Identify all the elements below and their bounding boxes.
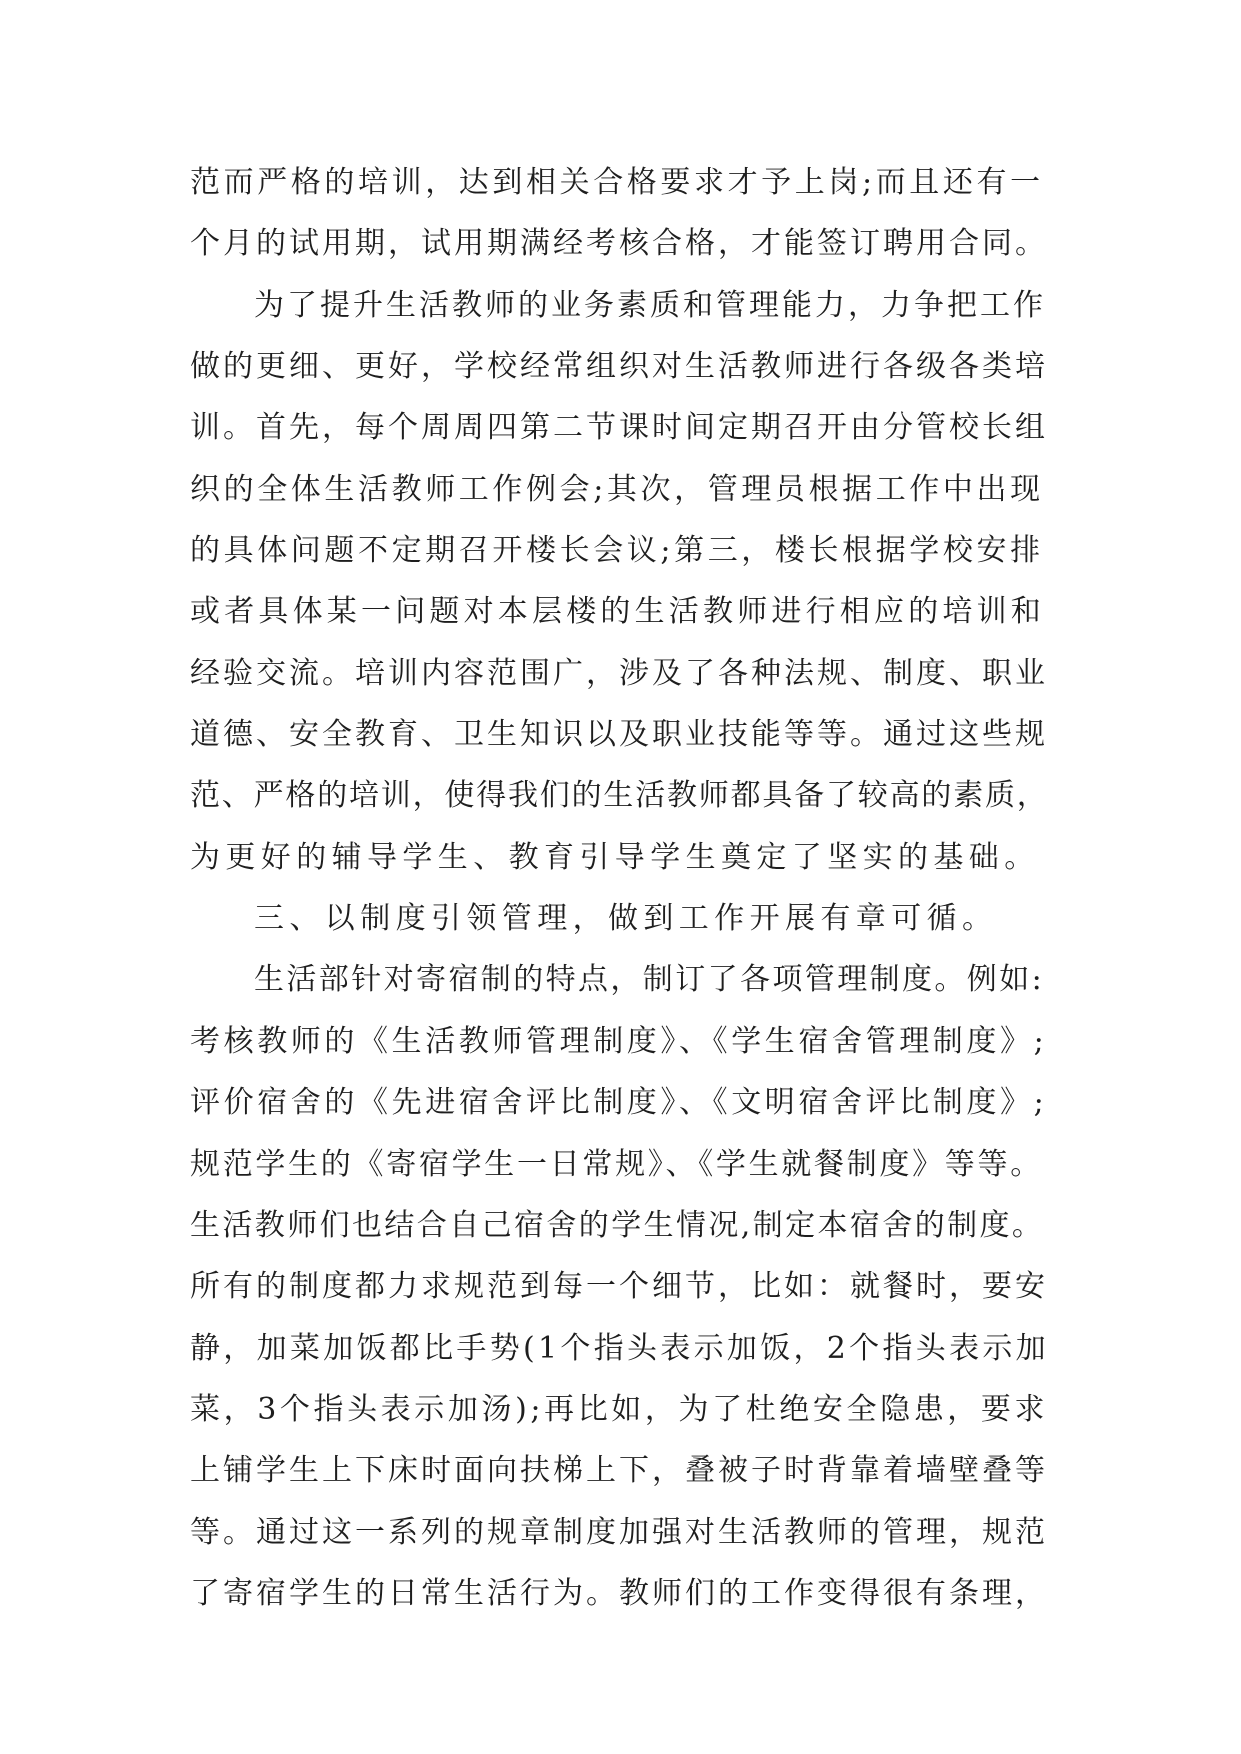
text-line: 做的更细、更好，学校经常组织对生活教师进行各级各类培: [190, 349, 1048, 385]
text-line: 评价宿舍的《先进宿舍评比制度》、《文明宿舍评比制度》;: [190, 1085, 1048, 1121]
document-body: [190, 152, 1050, 1624]
text-line: 上铺学生上下床时面向扶梯上下，叠被子时背靠着墙壁叠等: [190, 1453, 1048, 1489]
paragraph-start-line: 生活部针对寄宿制的特点，制订了各项管理制度。例如:: [254, 962, 1045, 998]
text-line: 道德、安全教育、卫生知识以及职业技能等等。通过这些规: [190, 717, 1048, 753]
text-line: 考核教师的《生活教师管理制度》、《学生宿舍管理制度》;: [190, 1023, 1048, 1059]
section-heading: 三、以制度引领管理，做到工作开展有章可循。: [254, 901, 998, 937]
text-line: 经验交流。培训内容范围广，涉及了各种法规、制度、职业: [190, 655, 1048, 691]
text-line: 个月的试用期，试用期满经考核合格，才能签订聘用合同。: [190, 226, 1048, 262]
text-line: 的具体问题不定期召开楼长会议;第三，楼长根据学校安排: [190, 533, 1044, 569]
paragraph-start-line: 为了提升生活教师的业务素质和管理能力，力争把工作: [254, 287, 1046, 323]
text-line: 生活教师们也结合自己宿舍的学生情况,制定本宿舍的制度。: [190, 1207, 1045, 1243]
text-line: 范、严格的培训，使得我们的生活教师都具备了较高的素质，: [190, 778, 1049, 814]
text-line: 训。首先，每个周周四第二节课时间定期召开由分管校长组: [190, 410, 1048, 446]
text-line: 静，加菜加饭都比手势(1个指头表示加饭，2个指头表示加: [190, 1330, 1049, 1366]
text-line: 所有的制度都力求规范到每一个细节，比如：就餐时，要安: [190, 1269, 1048, 1305]
text-line: 为更好的辅导学生、教育引导学生奠定了坚实的基础。: [190, 839, 1040, 875]
text-line: 等。通过这一系列的规章制度加强对生活教师的管理，规范: [190, 1514, 1048, 1550]
text-line: 规范学生的《寄宿学生一日常规》、《学生就餐制度》等等。: [190, 1146, 1043, 1182]
text-line: 织的全体生活教师工作例会;其次，管理员根据工作中出现: [190, 471, 1044, 507]
text-line: 范而严格的培训，达到相关合格要求才予上岗;而且还有一: [190, 165, 1044, 200]
text-line: 或者具体某一问题对本层楼的生活教师进行相应的培训和: [190, 594, 1045, 630]
text-line: 了寄宿学生的日常生活行为。教师们的工作变得很有条理，: [190, 1575, 1048, 1611]
text-line: 菜，3个指头表示加汤);再比如，为了杜绝安全隐患，要求: [190, 1391, 1049, 1427]
